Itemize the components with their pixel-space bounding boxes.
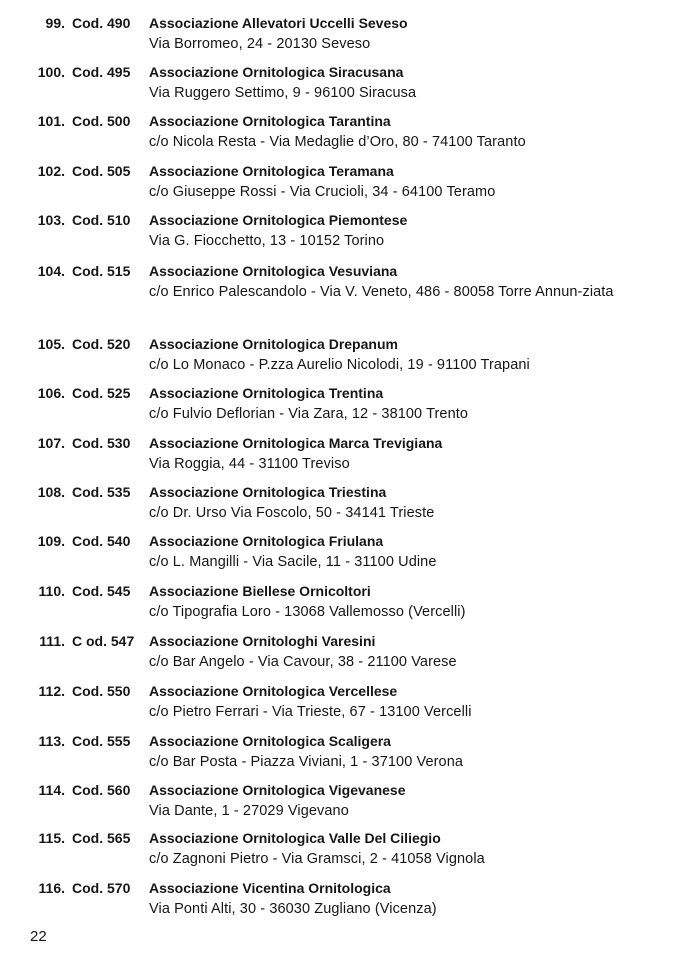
entry-address: Via Dante, 1 - 27029 Vigevano [149, 803, 349, 819]
entry-number: 103. [37, 212, 65, 228]
entry-name: Associazione Ornitologica Marca Trevigiana [149, 435, 443, 451]
entry-code: C od. 547 [72, 633, 135, 649]
entry-name: Associazione Ornitologica Triestina [149, 484, 387, 500]
entry-address: c/o Enrico Palescandolo - Via V. Veneto, 486 - 80058 Torre Annun-ziata [149, 284, 614, 300]
entry-address: c/o Lo Monaco - P.zza Aurelio Nicolodi, 19 - 91100 Trapani [149, 357, 530, 373]
entry-address: c/o Fulvio Deflorian - Via Zara, 12 - 38100 Trento [149, 406, 469, 422]
entry-code: Cod. 550 [72, 683, 131, 699]
entry-code: Cod. 490 [72, 15, 131, 31]
entry-address: c/o Dr. Urso Via Foscolo, 50 - 34141 Trieste [149, 505, 435, 521]
entry-number: 112. [38, 683, 65, 699]
entry-address: c/o Giuseppe Rossi - Via Crucioli, 34 - 64100 Teramo [149, 184, 496, 200]
entry-address: c/o Nicola Resta - Via Medaglie d’Oro, 80 - 74100 Taranto [149, 134, 526, 150]
entry-number: 101. [37, 113, 65, 129]
entry-name: Associazione Ornitologica Drepanum [149, 336, 398, 352]
entry-number: 108. [37, 484, 65, 500]
entry-name: Associazione Ornitologica Tarantina [149, 113, 391, 129]
entry-name: Associazione Ornitologica Valle Del Ciliegio [149, 830, 441, 846]
entry-number: 100. [37, 64, 65, 80]
entry-address: c/o Pietro Ferrari - Via Trieste, 67 - 13100 Vercelli [149, 704, 472, 720]
entry-number: 105. [37, 336, 65, 352]
entry-address: Via G. Fiocchetto, 13 - 10152 Torino [149, 233, 385, 249]
entry-code: Cod. 535 [72, 484, 131, 500]
entry-name: Associazione Ornitologica Piemontese [149, 212, 408, 228]
entry-name: Associazione Ornitologica Vesuviana [149, 263, 398, 279]
entry-number: 104. [37, 263, 65, 279]
entry-code: Cod. 525 [72, 385, 131, 401]
entry-code: Cod. 510 [72, 212, 131, 228]
entry-name: Associazione Ornitologica Teramana [149, 163, 394, 179]
entry-name: Associazione Ornitologica Trentina [149, 385, 384, 401]
entry-code: Cod. 520 [72, 336, 131, 352]
entry-name: Associazione Ornitologica Siracusana [149, 64, 404, 80]
entry-code: Cod. 545 [72, 583, 131, 599]
entry-code: Cod. 530 [72, 435, 131, 451]
entry-number: 107. [37, 435, 65, 451]
page-number: 22 [30, 928, 47, 945]
entry-name: Associazione Allevatori Uccelli Seveso [149, 15, 408, 31]
entry-number: 106. [37, 385, 65, 401]
entry-address: Via Ponti Alti, 30 - 36030 Zugliano (Vicenza) [149, 901, 437, 917]
entry-code: Cod. 560 [72, 782, 131, 798]
entry-number: 113. [38, 733, 65, 749]
entry-number: 114. [38, 782, 65, 798]
entry-address: Via Ruggero Settimo, 9 - 96100 Siracusa [149, 85, 417, 101]
entry-number: 99. [45, 15, 65, 31]
entry-name: Associazione Biellese Ornicoltori [149, 583, 371, 599]
entry-number: 109. [37, 533, 65, 549]
entry-number: 115. [38, 830, 65, 846]
entry-number: 116. [38, 880, 65, 896]
entry-number: 110. [38, 583, 65, 599]
entry-code: Cod. 570 [72, 880, 131, 896]
entry-name: Associazione Ornitologica Scaligera [149, 733, 391, 749]
entry-address: c/o L. Mangilli - Via Sacile, 11 - 31100 Udine [149, 554, 437, 570]
entry-name: Associazione Ornitologica Vercellese [149, 683, 398, 699]
entry-name: Associazione Ornitologhi Varesini [149, 633, 376, 649]
entry-code: Cod. 500 [72, 113, 131, 129]
entry-name: Associazione Ornitologica Friulana [149, 533, 384, 549]
entry-code: Cod. 565 [72, 830, 131, 846]
entry-name: Associazione Ornitologica Vigevanese [149, 782, 406, 798]
entry-code: Cod. 495 [72, 64, 131, 80]
entry-address: c/o Bar Angelo - Via Cavour, 38 - 21100 Varese [149, 654, 457, 670]
entry-code: Cod. 555 [72, 733, 131, 749]
entry-code: Cod. 505 [72, 163, 131, 179]
entry-code: Cod. 540 [72, 533, 131, 549]
entry-number: 102. [37, 163, 65, 179]
entry-address: c/o Bar Posta - Piazza Viviani, 1 - 37100 Verona [149, 754, 464, 770]
entry-code: Cod. 515 [72, 263, 131, 279]
entry-address: Via Roggia, 44 - 31100 Treviso [149, 456, 350, 472]
entry-address: Via Borromeo, 24 - 20130 Seveso [149, 36, 371, 52]
entry-address: c/o Zagnoni Pietro - Via Gramsci, 2 - 41058 Vignola [149, 851, 485, 867]
entry-address: c/o Tipografia Loro - 13068 Vallemosso (Vercelli) [149, 604, 466, 620]
entry-number: 111. [39, 633, 65, 649]
entry-name: Associazione Vicentina Ornitologica [149, 880, 391, 896]
